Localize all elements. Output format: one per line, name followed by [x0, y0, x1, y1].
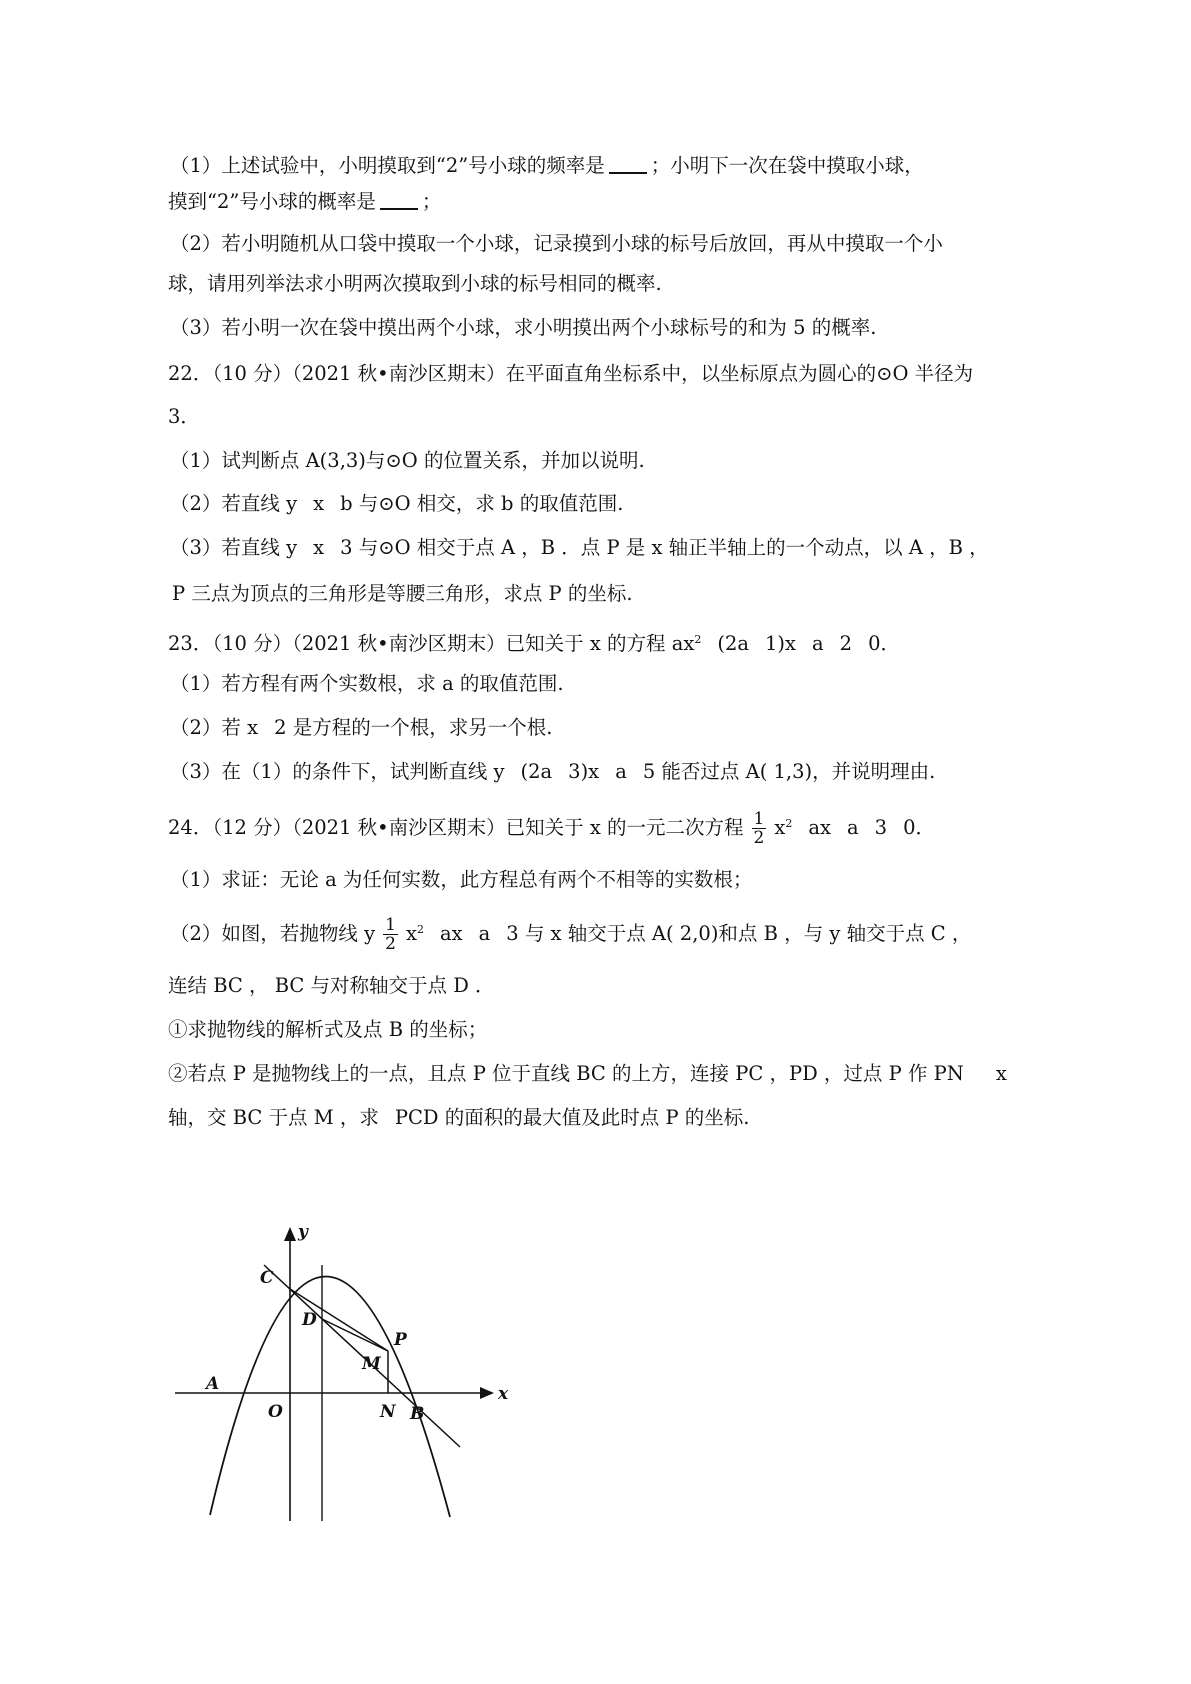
answer-blank[interactable] — [380, 190, 418, 210]
label-p: P — [394, 1330, 407, 1350]
q24-fraction-den: 2 — [753, 828, 765, 848]
q22-part3-line2: P 三点为顶点的三角形是等腰三角形，求点 P 的坐标. — [172, 582, 633, 605]
q22-part2-c: b 与⊙O 相交，求 b 的取值范围. — [340, 492, 624, 515]
q24-sub1: ①求抛物线的解析式及点 B 的坐标； — [168, 1018, 488, 1041]
q24-part2-c: ax — [439, 922, 463, 945]
segment-dp — [322, 1319, 388, 1351]
q23-heading-f: 0． — [868, 632, 901, 655]
q22-heading-line2: 3． — [168, 405, 200, 428]
q22-part3-b: x — [313, 536, 325, 559]
q24-part2-e: 3 与 x 轴交于点 A( 2,0)和点 B ，与 y 轴交于点 C ， — [506, 922, 972, 945]
q24-heading-a: 24．（12 分）（2021 秋•南沙区期末）已知关于 x 的一元二次方程 — [168, 816, 744, 839]
q22-part2-a: （2）若直线 y — [170, 492, 298, 515]
q21-part1-text-a: （1）上述试验中，小明摸取到“2”号小球的频率是 — [170, 154, 605, 177]
q24-heading-sup: 2 — [785, 817, 793, 830]
label-d: D — [302, 1310, 317, 1330]
q21-part1-text-d: ； — [421, 190, 442, 213]
q24-part2-sup: 2 — [416, 923, 424, 936]
q23-heading-d: a — [812, 632, 824, 655]
q21-part2-line1: （2）若小明随机从口袋中摸取一个小球，记录摸到小球的标号后放回，再从中摸取一个小 — [170, 232, 943, 255]
q22-part2-b: x — [313, 492, 325, 515]
q23-part3-e: 5 能否过点 A( 1,3)，并说明理由. — [642, 760, 936, 783]
q24-heading-c: ax — [808, 816, 831, 839]
q23-part2 — [170, 714, 552, 742]
q23-part3-d: a — [615, 760, 627, 783]
q24-heading-e: 3 — [874, 816, 888, 839]
q22-part1: （1）试判断点 A(3,3)与⊙O 的位置关系，并加以说明. — [170, 449, 645, 472]
q24-heading-d: a — [847, 816, 859, 839]
q23-heading-e: 2 — [839, 632, 853, 655]
q23-part2-a: （2）若 x — [170, 716, 259, 739]
q21-part3: （3）若小明一次在袋中摸出两个小球，求小明摸出两个小球标号的和为 5 的概率. — [170, 316, 877, 339]
q24-part1: （1）求证：无论 a 为任何实数，此方程总有两个不相等的实数根； — [170, 868, 753, 891]
q21-part1-text-c: 摸到“2”号小球的概率是 — [168, 190, 376, 213]
q24-part2-d: a — [478, 922, 491, 945]
y-axis-arrow — [284, 1227, 296, 1241]
label-y: y — [298, 1225, 308, 1242]
q23-part3-a: （3）在（1）的条件下，试判断直线 y — [170, 760, 505, 783]
q23-heading — [168, 626, 900, 658]
q23-part3-c: 3)x — [568, 760, 600, 783]
q24-part2-b: x — [405, 922, 417, 945]
q24-part2-fraction-den: 2 — [385, 934, 396, 954]
label-m: M — [362, 1354, 381, 1374]
label-n: N — [380, 1402, 396, 1422]
label-b: B — [410, 1404, 425, 1424]
q24-sub2-line1 — [168, 1060, 1007, 1088]
q24-sub2-line2 — [168, 1104, 749, 1132]
parabola-figure — [170, 1225, 530, 1525]
q22-part2 — [170, 490, 623, 518]
q23-part3-b: (2a — [520, 760, 553, 783]
label-a: A — [206, 1374, 220, 1394]
q23-part2-b: 2 是方程的一个根，求另一个根. — [274, 716, 553, 739]
q24-part2-a: （2）如图，若抛物线 y — [170, 922, 376, 945]
q22-part3-a: （3）若直线 y — [170, 536, 298, 559]
q24-sub2-b: x — [995, 1062, 1007, 1085]
q21-part1-line1 — [170, 152, 924, 180]
q24-part2-fraction — [383, 916, 398, 953]
q22-part3-line1 — [170, 534, 989, 562]
q23-heading-c: 1)x — [765, 632, 797, 655]
answer-blank[interactable] — [609, 154, 647, 174]
q24-heading-f: 0． — [903, 816, 935, 839]
q24-heading — [168, 802, 935, 850]
q24-heading-b: x — [774, 816, 786, 839]
label-o: O — [268, 1402, 283, 1422]
parabola-curve — [210, 1276, 450, 1517]
q22-heading-line1: 22．（10 分）（2021 秋•南沙区期末）在平面直角坐标系中，以坐标原点为圆心的⊙O 半径为 — [168, 362, 974, 385]
q23-part3 — [170, 758, 935, 786]
label-c: C — [260, 1268, 274, 1288]
q21-part2-line2: 球，请用列举法求小明两次摸取到小球的标号相同的概率. — [168, 272, 662, 295]
q24-fraction — [752, 810, 767, 847]
q23-heading-sup: 2 — [694, 633, 702, 646]
q23-part1: （1）若方程有两个实数根，求 a 的取值范围. — [170, 672, 564, 695]
q24-sub2-c: 轴，交 BC 于点 M ，求 — [168, 1106, 379, 1129]
q22-part3-c: 3 与⊙O 相交于点 A ，B ．点 P 是 x 轴正半轴上的一个动点，以 A ，B ， — [340, 536, 989, 559]
q24-part2-line2: 连结 BC ， BC 与对称轴交于点 D ． — [168, 974, 495, 997]
q24-part2-fraction-num: 1 — [385, 915, 396, 935]
q23-heading-a: 23．（10 分）（2021 秋•南沙区期末）已知关于 x 的方程 ax — [168, 632, 695, 655]
x-axis-arrow — [480, 1387, 494, 1399]
q21-part1-line2 — [168, 188, 441, 216]
q21-part1-text-b: ；小明下一次在袋中摸取小球， — [650, 154, 924, 177]
q24-sub2-d: PCD 的面积的最大值及此时点 P 的坐标. — [394, 1106, 750, 1129]
q24-part2-line1 — [170, 908, 971, 956]
q24-fraction-num: 1 — [753, 809, 765, 829]
q24-sub2-a: ②若点 P 是抛物线上的一点，且点 P 位于直线 BC 的上方，连接 PC ，PD ，过点 P 作 PN — [168, 1062, 964, 1085]
label-x: x — [498, 1384, 509, 1404]
q23-heading-b: (2a — [717, 632, 750, 655]
